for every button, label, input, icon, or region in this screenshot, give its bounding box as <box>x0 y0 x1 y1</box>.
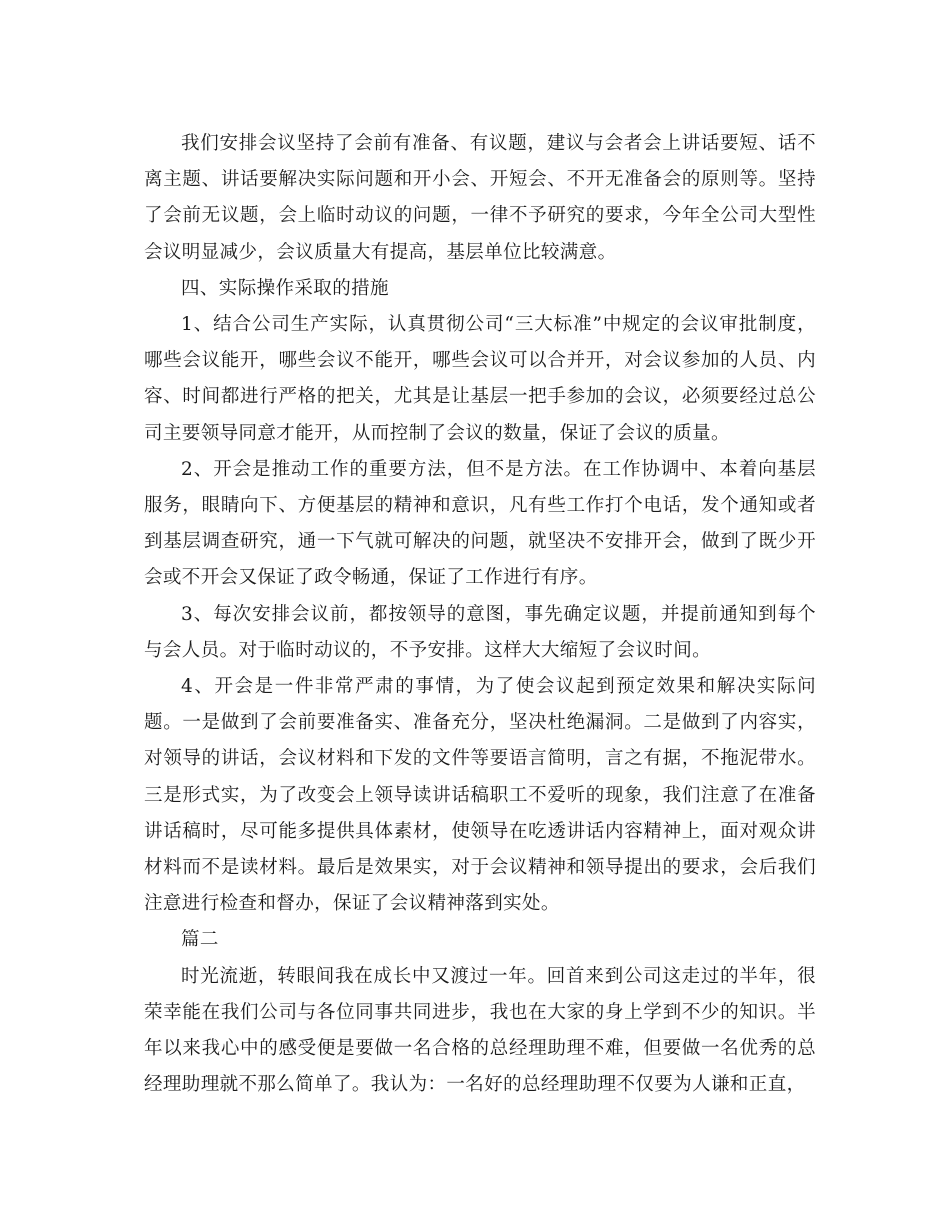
paragraph-part-two-intro: 时光流逝，转眼间我在成长中又渡过一年。回首来到公司这走过的半年，很荣幸能在我们公司与各位同事共同进步，我也在大家的身上学到不少的知识。半年以来我心中的感受便是要做一名合格的总经理助理不难，但要做一名优秀的总经理助理就不那么简单了。我认为：一名好的总经理助理不仅要为人谦和正直， <box>144 965 816 1096</box>
section-heading-measures: 四、实际操作采取的措施 <box>181 277 389 299</box>
paragraph-measure-4: 4、开会是一件非常严肃的事情，为了使会议起到预定效果和解决实际问题。一是做到了会前要准备实、准备充分，坚决杜绝漏洞。二是做到了内容实，对领导的讲话，会议材料和下发的文件等要语言简明，言之有据，不拖泥带水。三是形式实，为了改变会上领导读讲话稿职工不爱听的现象，我们注意了在准备讲话稿时，尽可能多提供具体素材，使领导在吃透讲话内容精神上，面对观众讲材料而不是读材料。最后是效果实，对于会议精神和领导提出的要求，会后我们注意进行检查和督办，保证了会议精神落到实处。 <box>144 676 816 915</box>
paragraph-meeting-preparation: 我们安排会议坚持了会前有准备、有议题，建议与会者会上讲话要短、话不离主题、讲话要解决实际问题和开小会、开短会、不开无准备会的原则等。坚持了会前无议题，会上临时动议的问题，一律不予研究的要求，今年全公司大型性会议明显减少，会议质量大有提高，基层单位比较满意。 <box>144 133 816 263</box>
paragraph-measure-3: 3、每次安排会议前，都按领导的意图，事先确定议题，并提前通知到每个与会人员。对于临时动议的，不予安排。这样大大缩短了会议时间。 <box>144 603 816 661</box>
section-heading-part-two: 篇二 <box>181 929 219 951</box>
document-body <box>144 126 816 1103</box>
paragraph-measure-1: 1、结合公司生产实际，认真贯彻公司“三大标准”中规定的会议审批制度，哪些会议能开，哪些会议不能开，哪些会议可以合并开，对会议参加的人员、内容、时间都进行严格的把关，尤其是让基层一把手参加的会议，必须要经过总公司主要领导同意才能开，从而控制了会议的数量，保证了会议的质量。 <box>144 314 816 444</box>
paragraph-measure-2: 2、开会是推动工作的重要方法，但不是方法。在工作协调中、本着向基层服务，眼睛向下、方便基层的精神和意识，凡有些工作打个电话，发个通知或者到基层调查研究，通一下气就可解决的问题，就坚决不安排开会，做到了既少开会或不开会又保证了政令畅通，保证了工作进行有序。 <box>144 458 816 589</box>
